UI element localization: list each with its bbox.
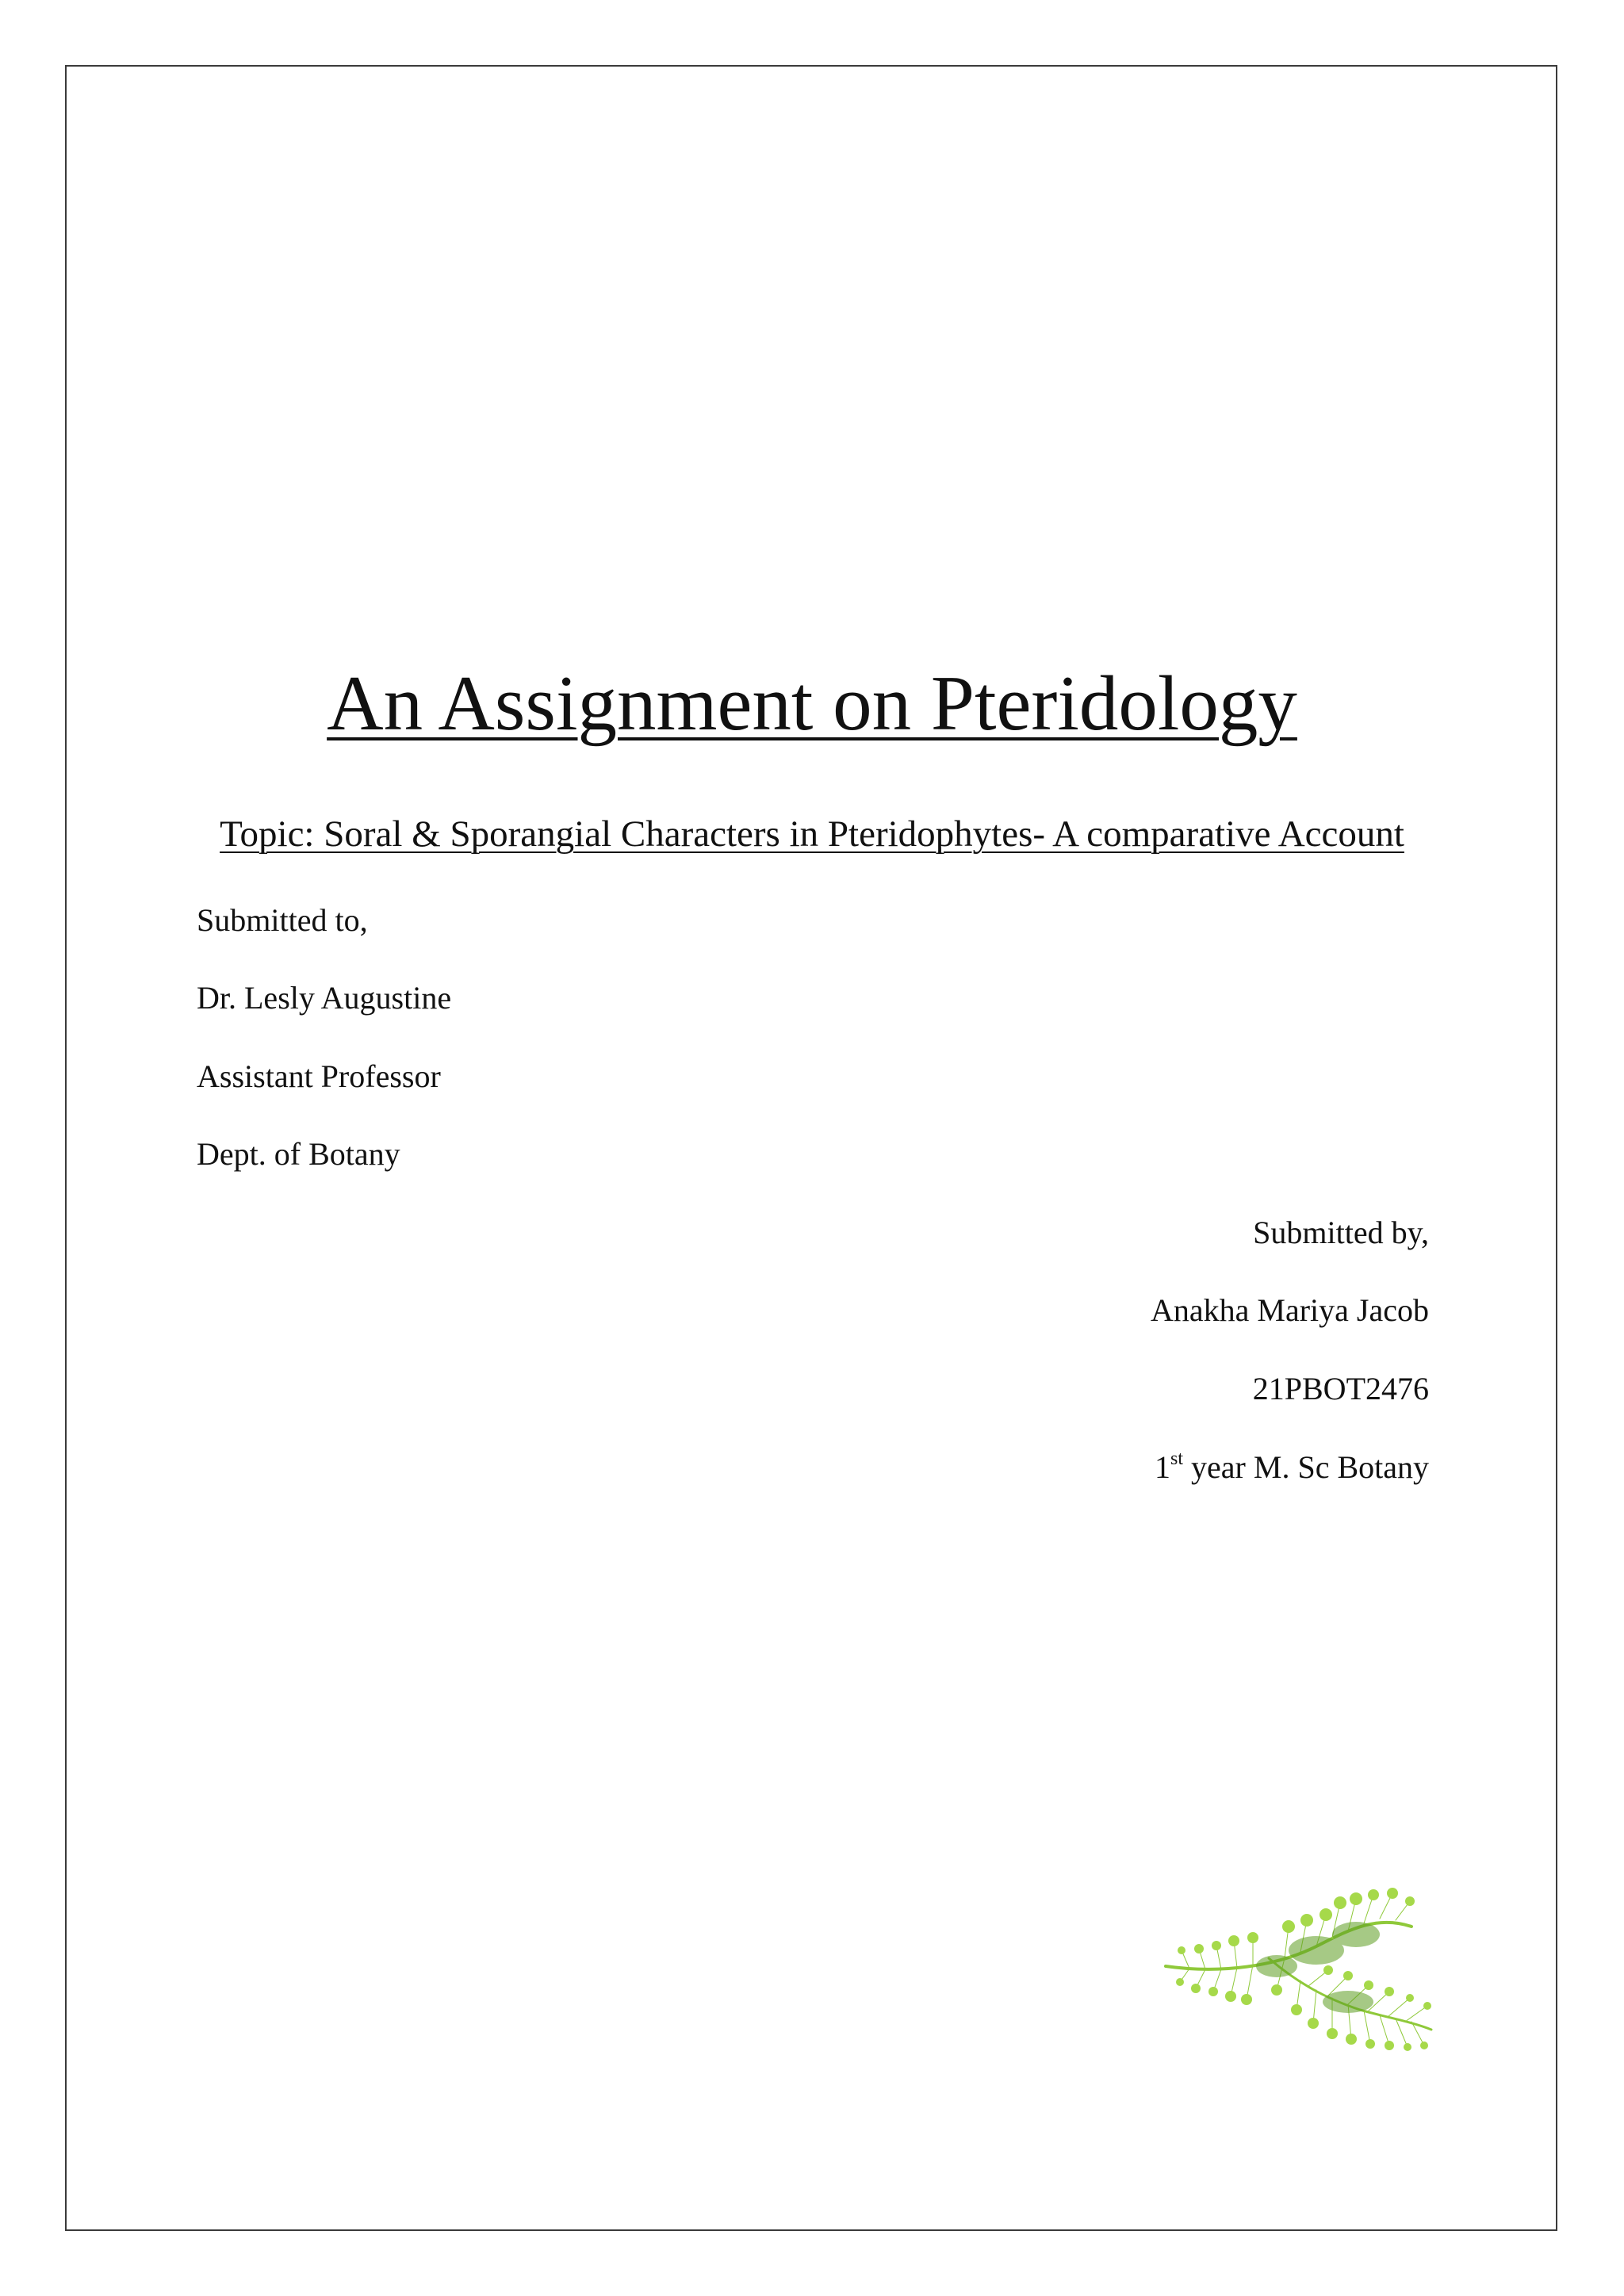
recipient-name: Dr. Lesly Augustine bbox=[197, 980, 452, 1016]
year-suffix: st bbox=[1170, 1448, 1184, 1469]
recipient-department: Dept. of Botany bbox=[197, 1136, 400, 1172]
fern-leaf-illustration bbox=[1158, 1871, 1443, 2061]
assignment-topic: Topic: Soral & Sporangial Characters in Pteridophytes- A comparative Account bbox=[220, 813, 1404, 855]
recipient-designation: Assistant Professor bbox=[197, 1058, 441, 1094]
student-register-number: 21PBOT2476 bbox=[1252, 1371, 1429, 1406]
submitted-to-heading: Submitted to, bbox=[197, 902, 368, 938]
document-title: An Assignment on Pteridology bbox=[327, 660, 1297, 747]
student-course bbox=[1155, 1448, 1429, 1487]
submitted-by-heading: Submitted by, bbox=[1253, 1215, 1429, 1250]
student-name: Anakha Mariya Jacob bbox=[1151, 1292, 1429, 1328]
year-number: 1 bbox=[1155, 1449, 1171, 1485]
course-name: year M. Sc Botany bbox=[1183, 1449, 1429, 1485]
